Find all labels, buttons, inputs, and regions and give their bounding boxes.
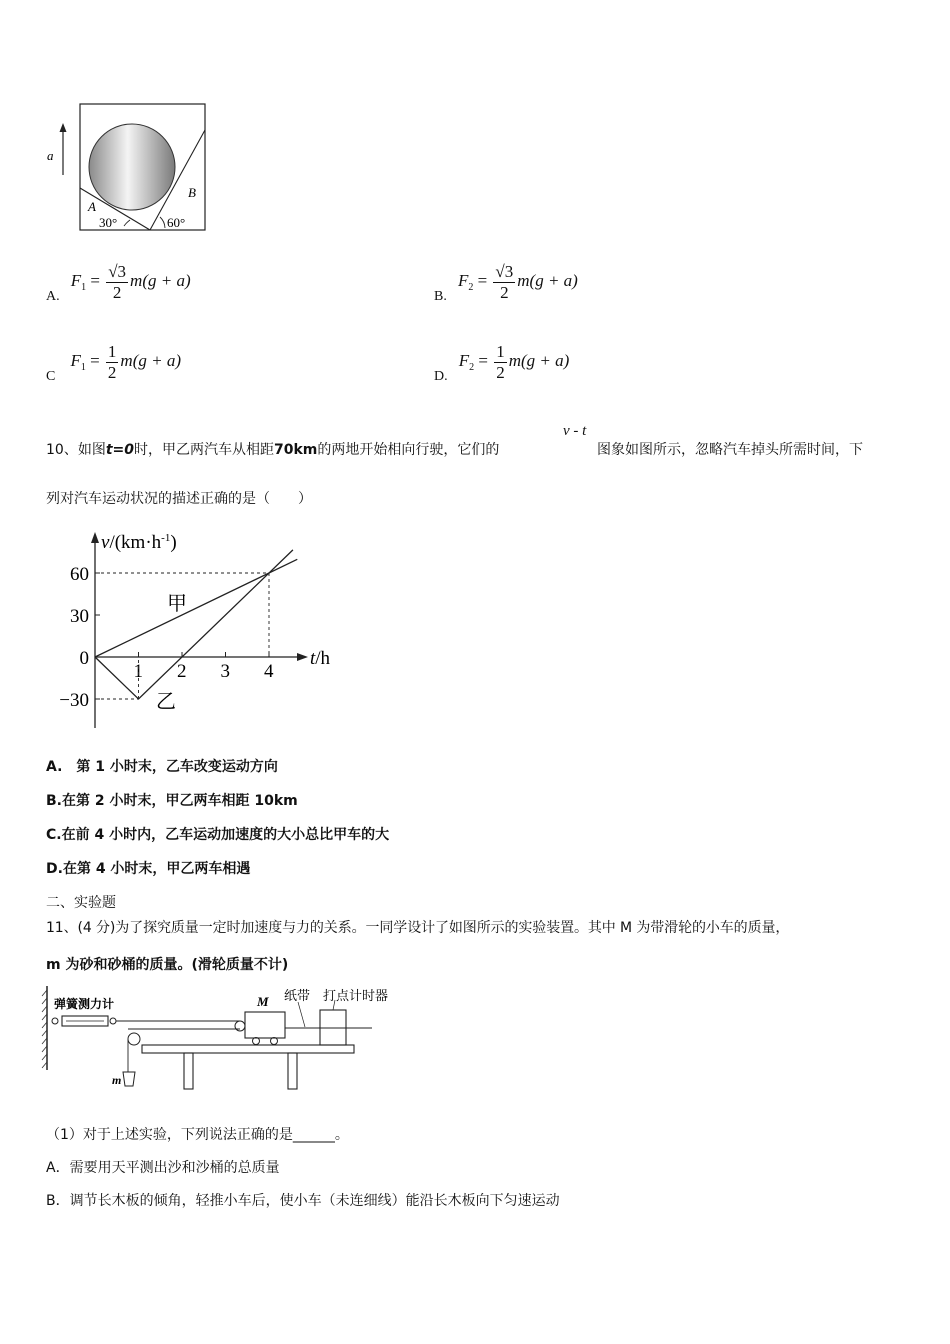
q9-option-d <box>434 342 569 383</box>
y-tick-label: 60 <box>70 564 89 585</box>
y-tick-label: 0 <box>79 648 89 669</box>
q10-vt-label: v - t <box>563 423 587 439</box>
y-tick-label: 30 <box>70 606 89 627</box>
fig11-spring-scale-label: 弹簧测力计 <box>54 997 115 1011</box>
y-tick-label: −30 <box>59 690 89 711</box>
fig9-diagram <box>40 98 215 238</box>
option-label: A. <box>46 289 60 305</box>
fig11-pulley <box>128 1033 140 1045</box>
y-axis-label: $v/(km\cdot h^{-1})$ <box>101 532 177 553</box>
q10-option-c: C.在前 4 小时内，乙车运动加速度的大小总比甲车的大 <box>46 827 390 843</box>
q10-option-b: B.在第 2 小时末，甲乙两车相距 10km <box>46 793 298 809</box>
series-jia-line <box>95 559 297 657</box>
q11-part1-stem: （1）对于上述实验，下列说法正确的是______。 <box>46 1127 349 1143</box>
x-tick-label: 2 <box>177 661 187 682</box>
formula: $F_2$ = $\frac{√3}{2}$ m(g + a) <box>457 262 578 302</box>
x-tick-label: 1 <box>133 661 143 682</box>
fig11-apparatus <box>40 982 410 1092</box>
q11-part1-option-b: B．调节长木板的倾角，轻推小车后，使小车（未连细线）能沿长木板向下匀速运动 <box>46 1193 560 1209</box>
x-axis-label: t/h <box>310 648 331 669</box>
fig11-paper-tape-label: 纸带 <box>284 988 311 1003</box>
series-jia-label: 甲 <box>167 593 187 615</box>
formula: $F_1$ = $\frac{√3}{2}$ m(g + a) <box>70 262 191 302</box>
q11-stem-line2: m 为砂和砂桶的质量。(滑轮质量不计) <box>46 957 289 973</box>
option-label: B. <box>434 289 447 305</box>
q10-option-a: A. 第 1 小时末，乙车改变运动方向 <box>46 759 278 775</box>
fig11-cart <box>245 1012 285 1038</box>
fig11-timer <box>320 1010 346 1045</box>
fig9-ball <box>89 124 175 210</box>
q9-option-c <box>46 342 181 383</box>
q9-option-a <box>46 262 191 303</box>
option-label: C <box>46 369 56 385</box>
option-label: D. <box>434 369 448 385</box>
q11-stem-line1: 11、(4 分)为了探究质量一定时加速度与力的关系。一同学设计了如图所示的实验装置。其中 M 为带滑轮的小车的质量， <box>46 920 790 936</box>
fig11-bucket-mass: m <box>112 1073 122 1087</box>
x-tick-label: 3 <box>220 661 230 682</box>
fig9-label-a: A <box>88 199 96 214</box>
y-axis-arrow <box>91 532 99 543</box>
q10-option-d: D.在第 4 小时末，甲乙两车相遇 <box>46 861 251 877</box>
fig11-timer-label: 打点计时器 <box>323 988 389 1003</box>
fig9-accel-label: a <box>47 148 54 163</box>
formula: $F_2$ = $\frac{1}{2}$ m(g + a) <box>458 342 570 382</box>
fig9-angle-60: 60° <box>167 215 186 230</box>
q11-part1-option-a: A．需要用天平测出沙和沙桶的总质量 <box>46 1160 280 1176</box>
fig11-cart-mass: M <box>257 994 269 1009</box>
fig11-bucket <box>123 1072 135 1086</box>
section-heading: 二、实验题 <box>46 895 116 911</box>
fig11-board <box>142 1045 354 1053</box>
fig9-label-b: B <box>188 185 196 200</box>
x-tick-label: 4 <box>264 661 274 682</box>
fig9-angle-30: 30° <box>99 215 118 230</box>
q10-stem-line1: 10、如图t=0时，甲乙两汽车从相距70km的两地开始相向行驶，它们的 <box>46 442 500 458</box>
q9-option-b <box>434 262 578 303</box>
x-axis-arrow <box>297 653 308 661</box>
formula: $F_1$ = $\frac{1}{2}$ m(g + a) <box>70 342 181 382</box>
vt-chart <box>40 520 350 740</box>
q10-stem-line1-end: 图象如图所示，忽略汽车掉头所需时间，下 <box>597 442 863 458</box>
series-yi-label: 乙 <box>156 691 176 713</box>
q10-stem-line2: 列对汽车运动状况的描述正确的是（ ） <box>46 491 312 507</box>
